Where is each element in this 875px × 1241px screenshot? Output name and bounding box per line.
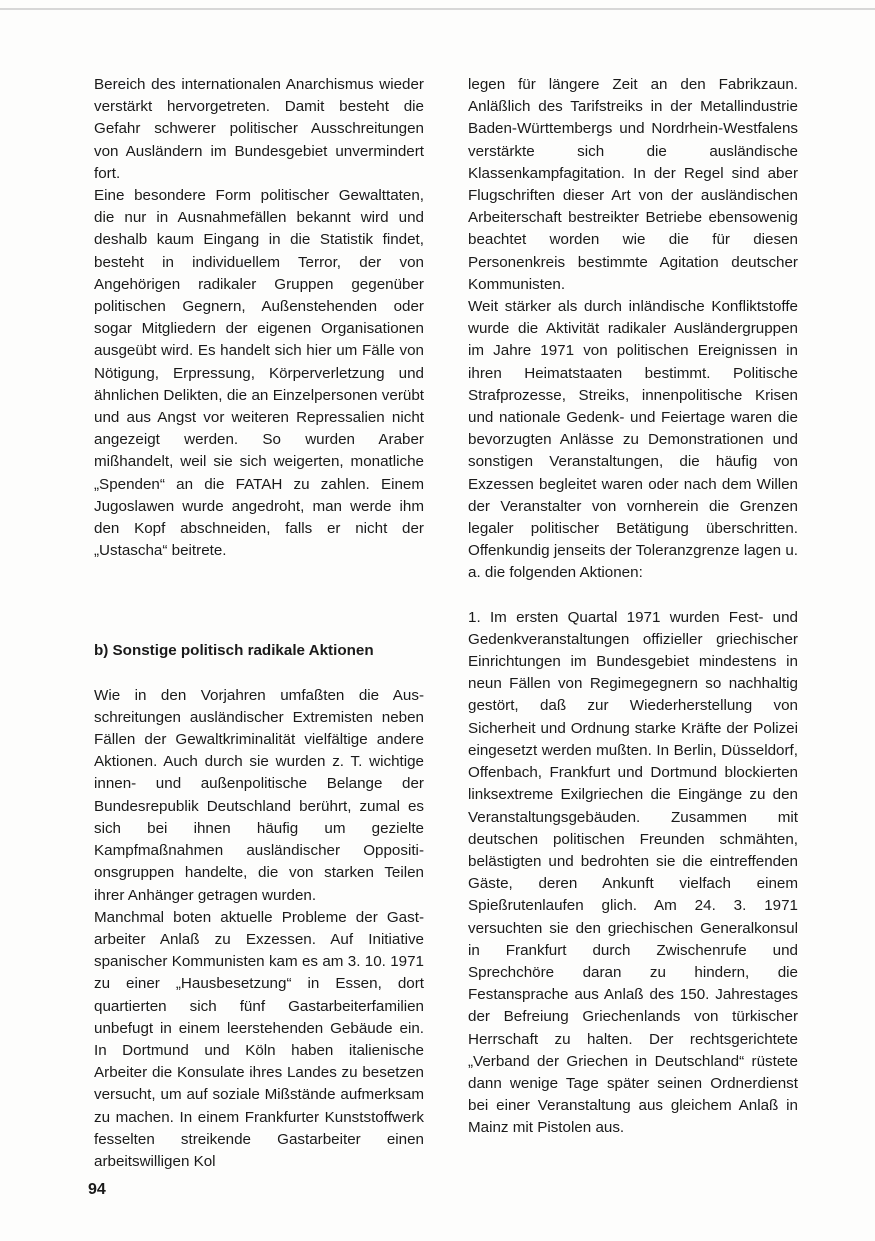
list-item-1: 1. Im ersten Quartal 1971 wurden Fest- und Gedenkveranstaltungen offizieller griechischer Einrichtungen im Bundesgebiet mindestens in neun Fällen von Regimegegnern so nachhaltig gestört, daß zur Wiederherstellung von Sicherheit und Ordnung starke Kräfte der Polizei eingesetzt werden mußten. In Berlin, Düsseldorf, Offenbach, Frankfurt und Dortmund blockierten linksextreme Exilgriechen die Eingänge zu den Veranstaltungsgebäuden. Zusammen mit deutschen politischen Freunden schmähten, belästigten und bedrohten sie die eintreffenden Gäste, deren Ankunft vielfach einem Spießrutenlaufen glich. Am 24. 3. 1971 versuchten sie den griechischen Generalkonsul in Frankfurt durch Zwischenrufe und Sprechchöre daran zu hindern, die Festansprache aus Anlaß des 150. Jahrestages der Befreiung Griechenlands von türkischer Herrschaft zu halten. Der rechtsgerichtete „Verband der Griechen in Deutschland“ rüstete dann wenige Tage später seinen Ordnerdienst bei einer Veranstaltung aus gleichem Anlaß in Mainz mit Pistolen aus.: [468, 608, 798, 1137]
paragraph-factory-fence: legen für längere Zeit an den Fabrikzaun. Anläßlich des Tarifstreiks in der Metallindustrie Baden-Württembergs und Nordrhein-Westfalens verstärkte sich die ausländische Klassenkampfagitation. In der Regel sind aber Flugschriften dieser Art von der ausländischen Arbeiterschaft bestreikter Betriebe ebensowenig beachtet worden wie die für diesen Personenkreis bestimmte Agitation deutscher Kommunisten.: [468, 76, 798, 293]
page-number: 94: [88, 1181, 106, 1198]
paragraph-anarchism: Bereich des internationalen Anarchismus wieder verstärkt hervorgetreten. Damit besteht die Gefahr schwerer politischer Ausschreitungen von Ausländern im Bundesgebiet unvermindert fort.: [94, 76, 424, 182]
section-heading: b) Sonstige politisch radikale Aktionen: [94, 642, 374, 660]
right-column: [468, 74, 798, 1140]
paragraph-other-actions: Wie in den Vorjahren umfaßten die Ausschreitungen ausländischer Extremisten neben Fällen der Gewaltkriminalität vielfältige andere Aktionen. Auch durch sie wurden z. T. wichtige innen- und außenpolitische Belange der Bundesrepublik Deutschland berührt, zumal es sich bei ihnen häufig um gezielte Kampfmaßnahmen ausländischer Oppositionsgruppen handelte, die von starken Teilen ihrer Anhänger getragen wurden.: [94, 686, 424, 904]
left-column: [94, 74, 424, 1173]
page-top-edge: [0, 8, 875, 10]
paragraph-home-states: Weit stärker als durch inländische Konfliktstoffe wurde die Aktivität radikaler Ausländergruppen im Jahre 1971 von politischen Ereignissen in ihren Heimatstaaten bestimmt. Politische Strafprozesse, Streiks, innenpolitische Krisen und nationale Gedenk- und Feiertage waren die bevorzugten Anlässe zu Demonstrationen und sonstigen Veranstaltungen, die häufig von Exzessen begleitet waren oder nach dem Willen der Veranstalter von vornherein die Grenzen legaler politischer Betätigung überschritten. Offenkundig jenseits der Toleranzgrenze lagen u. a. die folgenden Aktionen:: [468, 298, 798, 582]
paragraph-guest-workers: Manchmal boten aktuelle Probleme der Gastarbeiter Anlaß zu Exzessen. Auf Initiative spanischer Kommunisten kam es am 3. 10. 1971 zu einer „Hausbesetzung“ in Essen, dort quartierten sich fünf Gastarbeiterfamilien unbefugt in einem leerstehenden Gebäude ein. In Dortmund und Köln haben italienische Arbeiter die Konsulate ihres Landes zu besetzen versucht, um auf soziale Mißstände aufmerksam zu machen. In einem Frankfurter Kunststoffwerk fesselten streikende Gastarbeiter einen arbeitswilligen Kol: [94, 908, 424, 1170]
paragraph-individual-terror: Eine besondere Form politischer Gewalttaten, die nur in Ausnahmefällen bekannt wird und deshalb kaum Eingang in die Statistik findet, besteht in individuellem Terror, der von Angehörigen radikaler Gruppen gegenüber politischen Gegnern, Außenstehenden oder sogar Mitgliedern der eigenen Organisationen ausgeübt wird. Es handelt sich hier um Fälle von Nötigung, Erpressung, Körperverletzung und ähnlichen Delikten, die an Einzelpersonen verübt und aus Angst vor weiteren Repressalien nicht angezeigt werden. So wurden Araber mißhandelt, weil sie sich weigerten, monatliche „Spenden“ an die FATAH zu zahlen. Einem Jugoslawen wurde angedroht, man werde ihm den Kopf abschneiden, falls er nicht der „Ustascha“ beitrete.: [94, 187, 424, 560]
